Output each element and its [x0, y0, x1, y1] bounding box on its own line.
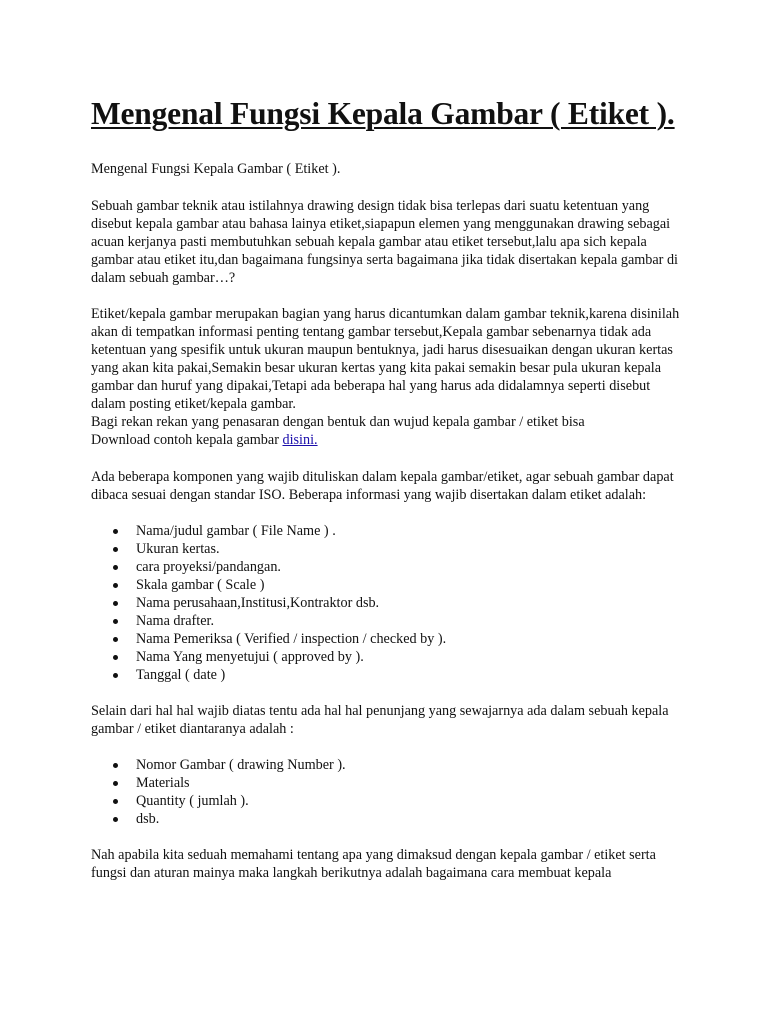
paragraph-etiket [91, 305, 686, 449]
bullet-icon [113, 763, 118, 768]
list-item: Nama Pemeriksa ( Verified / inspection / checked by ). [91, 630, 686, 648]
bullet-icon [113, 529, 118, 534]
list-item: Nama/judul gambar ( File Name ) . [91, 522, 686, 540]
bullet-icon [113, 565, 118, 570]
paragraph-intro: Sebuah gambar teknik atau istilahnya drawing design tidak bisa terlepas dari suatu ketentuan yang disebut kepala gambar atau bahasa lainya etiket,siapapun elemen yang menggunakan drawing sebagai acuan kerjanya pasti membutuhkan sebuah kepala gambar atau etiket tersebut,lalu apa sich kepala gambar atau etiket itu,dan bagaimana fungsinya serta bagaimana jika tidak disertakan kepala gambar di dalam sebuah gambar…? [91, 198, 678, 286]
list-item: Nama Yang menyetujui ( approved by ). [91, 648, 686, 666]
page-title: Mengenal Fungsi Kepala Gambar ( Etiket ). [91, 96, 675, 131]
document-page [91, 94, 686, 882]
bullet-icon [113, 781, 118, 786]
supporting-components-list [91, 756, 686, 828]
bullet-icon [113, 547, 118, 552]
list-item: Materials [91, 774, 686, 792]
list-item: cara proyeksi/pandangan. [91, 558, 686, 576]
list-item: Ukuran kertas. [91, 540, 686, 558]
bullet-icon [113, 799, 118, 804]
list-item: Quantity ( jumlah ). [91, 792, 686, 810]
paragraph-supporting: Selain dari hal hal wajib diatas tentu ada hal hal penunjang yang sewajarnya ada dalam sebuah kepala gambar / etiket diantaranya adalah : [91, 703, 669, 737]
paragraph-closing: Nah apabila kita seduah memahami tentang apa yang dimaksud dengan kepala gambar / etiket serta fungsi dan aturan mainya maka langkah berikutnya adalah bagaimana cara membuat kepala [91, 847, 656, 881]
paragraph-components: Ada beberapa komponen yang wajib dituliskan dalam kepala gambar/etiket, agar sebuah gambar dapat dibaca sesuai dengan standar ISO. Beberapa informasi yang wajib disertakan dalam etiket adalah: [91, 469, 674, 503]
paragraph-etiket-line3 [91, 431, 686, 449]
bullet-icon [113, 673, 118, 678]
list-item: Nomor Gambar ( drawing Number ). [91, 756, 686, 774]
bullet-icon [113, 583, 118, 588]
required-components-list [91, 522, 686, 684]
list-item: Tanggal ( date ) [91, 666, 686, 684]
list-item: Nama drafter. [91, 612, 686, 630]
paragraph-etiket-body: Etiket/kepala gambar merupakan bagian yang harus dicantumkan dalam gambar teknik,karena disinilah akan di tempatkan informasi penting tentang gambar tersebut,Kepala gambar sebenarnya tidak ada ketentuan yang spesifik untuk ukuran maupun bentuknya, jadi harus disesuaikan dengan ukuran kertas yang akan kita pakai,Semakin besar ukuran kertas yang kita pakai semakin besar pula ukuran kepala gambar dan huruf yang dipakai,Tetapi ada beberapa hal yang harus ada didalamnya seperti disebut dalam posting etiket/kepala gambar. [91, 306, 680, 412]
list-item: dsb. [91, 810, 686, 828]
paragraph-etiket-line2: Bagi rekan rekan yang penasaran dengan bentuk dan wujud kepala gambar / etiket bisa [91, 414, 585, 430]
list-item: Skala gambar ( Scale ) [91, 576, 686, 594]
download-link[interactable]: disini. [282, 432, 318, 448]
download-text: Download contoh kepala gambar [91, 432, 279, 448]
list-item: Nama perusahaan,Institusi,Kontraktor dsb. [91, 594, 686, 612]
bullet-icon [113, 637, 118, 642]
bullet-icon [113, 601, 118, 606]
bullet-icon [113, 817, 118, 822]
bullet-icon [113, 655, 118, 660]
bullet-icon [113, 619, 118, 624]
subtitle: Mengenal Fungsi Kepala Gambar ( Etiket ). [91, 161, 341, 177]
